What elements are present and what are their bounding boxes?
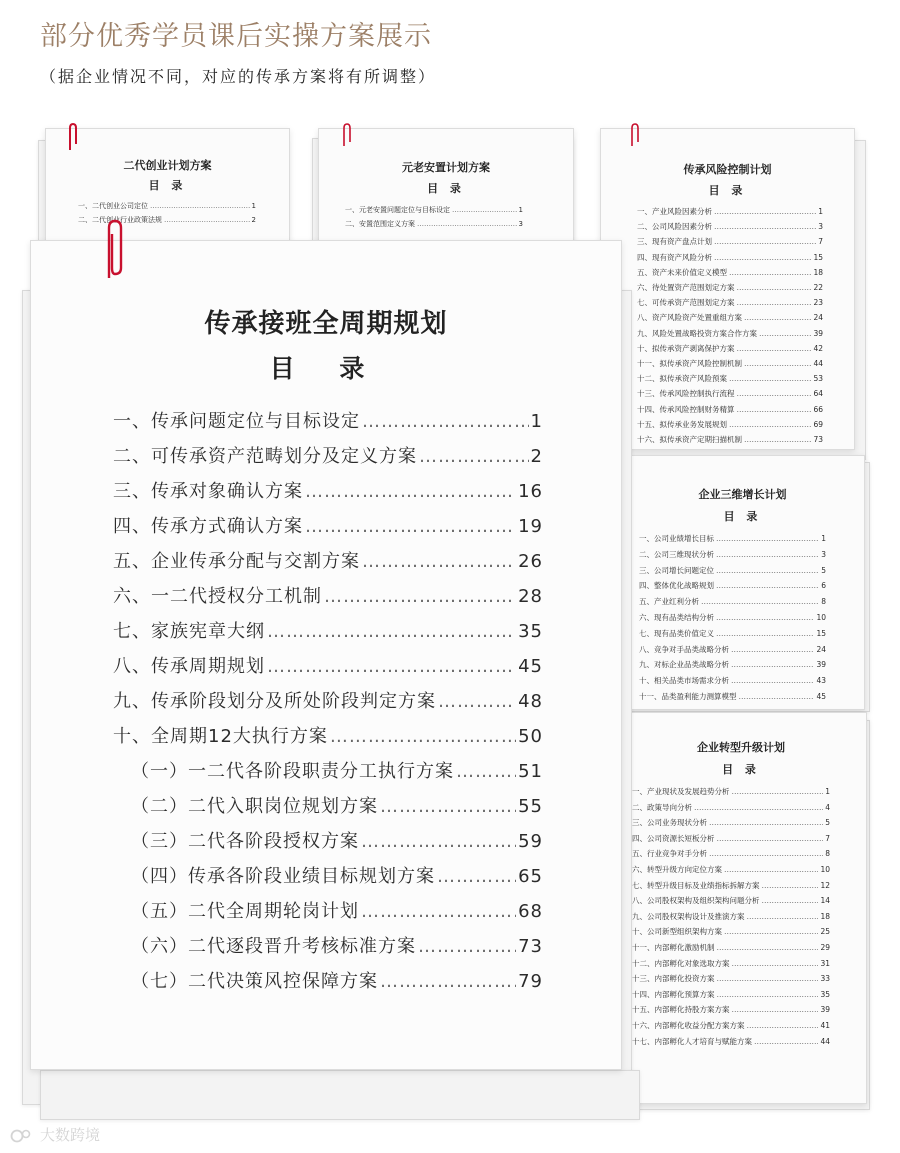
toc-entry-label: 五、企业传承分配与交割方案 <box>113 551 360 572</box>
toc-leader-dots <box>324 586 516 607</box>
toc-entry-label: 四、现有资产风险分析 <box>637 252 712 262</box>
toc-leader-dots <box>744 435 811 444</box>
doc-growth <box>620 455 865 710</box>
toc-entry <box>632 942 830 953</box>
toc-entry-page: 1 <box>825 787 830 796</box>
toc-leader-dots <box>267 656 516 677</box>
toc-entry <box>637 236 823 247</box>
toc-entry-label: 七、家族宪章大纲 <box>113 621 265 642</box>
toc-leader-dots <box>747 912 819 921</box>
toc-entry-page: 41 <box>820 1021 830 1030</box>
toc-leader-dots <box>747 1021 819 1030</box>
toc-leader-dots <box>714 222 816 231</box>
toc-leader-dots <box>717 990 819 999</box>
toc-entry-label: 十四、传承风险控制财务精算 <box>637 404 735 414</box>
toc-leader-dots <box>714 237 816 246</box>
toc-entry-label: 六、一二代授权分工机制 <box>113 586 322 607</box>
toc-entry-label: 十三、传承风险控制执行流程 <box>637 389 735 399</box>
toc-entry-label: 十、全周期12大执行方案 <box>113 726 328 747</box>
toc-entry <box>113 407 543 433</box>
toc-entry-label: 十、相关品类市场需求分析 <box>639 676 729 686</box>
toc-entry: 二、二代创业行业政策法规 ………………………………………………………………………………………………………………………………………………………… 2 <box>78 215 256 225</box>
toc-entry-page: 8 <box>821 597 826 607</box>
toc-leader-dots <box>305 481 516 502</box>
toc-entry-label: 三、公司增长问题定位 <box>639 565 714 575</box>
toc-entry <box>131 897 543 923</box>
toc-entry-page: 73 <box>813 435 823 444</box>
doc-top-middle <box>318 128 574 250</box>
toc-leader-dots <box>717 834 824 843</box>
watermark-text: 大数跨境 <box>40 1126 101 1144</box>
toc-entry-page: 1 <box>821 534 826 543</box>
toc-leader-dots <box>744 313 811 322</box>
toc-entry-page: 8 <box>825 849 830 859</box>
toc-entry-page: 10 <box>816 613 826 622</box>
toc-entry-page: 4 <box>825 802 830 812</box>
toc-leader-dots <box>732 787 824 796</box>
toc-entry-label: 九、风险处置战略投资方案合作方案 <box>637 328 757 338</box>
toc-leader-dots <box>714 207 816 216</box>
toc-entry <box>632 864 830 875</box>
toc-entry-label: 十三、内部孵化投资方案 <box>632 974 715 984</box>
toc-entry-page: 31 <box>820 958 830 968</box>
toc-entry <box>113 652 543 678</box>
toc-leader-dots <box>701 597 819 606</box>
toc-entry: 二、安置范围定义方案 ………………………………………………………………………………………………………………………………………………………… 3 <box>345 219 523 229</box>
toc-entry-page: 39 <box>816 660 826 670</box>
toc-entry-page: 5 <box>825 818 830 828</box>
toc-entry-page: 25 <box>820 927 830 937</box>
toc-entry-label: 三、传承对象确认方案 <box>113 481 303 502</box>
toc-leader-dots <box>731 676 814 685</box>
toc-leader-dots <box>361 831 516 852</box>
toc-leader-dots <box>709 818 823 827</box>
toc-entry <box>639 549 826 560</box>
toc-entry <box>632 817 830 828</box>
toc-entry-page: 35 <box>518 621 543 642</box>
toc-entry <box>632 848 830 859</box>
paperclip-icon <box>629 122 641 148</box>
toc-leader-dots <box>330 726 516 747</box>
toc-leader-dots <box>361 901 516 922</box>
paperclip-icon <box>104 218 126 282</box>
toc-leader-dots <box>759 329 811 338</box>
toc-entry-page: 33 <box>820 974 830 984</box>
toc-entry-page: 59 <box>518 831 543 852</box>
toc-entry-page: 64 <box>813 389 823 399</box>
toc-entry <box>639 675 826 686</box>
toc-leader-dots <box>737 283 812 292</box>
toc-entry-page: 1 <box>818 207 823 216</box>
toc-leader-dots <box>716 550 819 559</box>
toc-entry: 一、二代创业公司定位 ………………………………………………………………………………………………………………………………………………………… 1 <box>78 201 256 211</box>
toc-entry-page: 55 <box>518 796 543 817</box>
toc-entry <box>639 596 826 607</box>
toc-leader-dots <box>744 359 811 368</box>
toc-entry <box>632 1004 830 1015</box>
toc-leader-dots <box>716 534 819 543</box>
toc-leader-dots <box>731 660 814 669</box>
toc-entry <box>632 802 830 813</box>
toc-leader-dots <box>438 691 516 712</box>
toc-leader-dots <box>380 971 516 992</box>
paperclip-icon <box>67 122 79 152</box>
toc-entry-label: 九、对标企业品类战略分析 <box>639 660 729 670</box>
toc-entry <box>131 862 543 888</box>
toc-entry-label: 八、公司股权架构及组织架构问题分析 <box>632 896 760 906</box>
toc-heading: 目 录 <box>427 182 465 195</box>
toc-entry <box>637 221 823 232</box>
toc-entry-page: 2 <box>530 446 543 467</box>
toc-entry <box>113 547 543 573</box>
toc-entry-label: 三、公司业务现状分析 <box>632 818 707 828</box>
toc-entry-page: 65 <box>518 866 543 887</box>
toc-leader-dots <box>714 253 811 262</box>
toc-entry-page: 48 <box>518 691 543 712</box>
toc-entry-label: （五）二代全周期轮岗计划 <box>131 901 359 922</box>
toc-entry-page: 3 <box>818 222 823 232</box>
toc-entry-label: 一、传承问题定位与目标设定 <box>113 411 360 432</box>
toc-entry-page: 12 <box>820 880 830 890</box>
toc-entry <box>639 628 826 639</box>
toc-entry-label: 五、产业红利分析 <box>639 597 699 607</box>
toc-entry-label: （二）二代入职岗位规划方案 <box>131 796 378 817</box>
toc-entry-label: 三、现有资产盘点计划 <box>637 237 712 247</box>
toc-entry-label: 五、行业竞争对手分析 <box>632 849 707 859</box>
toc-entry-label: 十一、拟传承资产风险控制机制 <box>637 359 742 368</box>
toc-entry-label: 六、转型升级方向定位方案 <box>632 865 722 874</box>
toc-leader-dots <box>418 936 516 957</box>
toc-entry <box>632 926 830 937</box>
toc-leader-dots <box>709 849 823 858</box>
toc-entry <box>637 282 823 293</box>
toc-entry <box>637 358 823 369</box>
toc-entry <box>639 691 826 702</box>
toc-entry-page: 44 <box>820 1036 830 1046</box>
toc-entry-label: 十五、拟传承业务发展规划 <box>637 419 727 429</box>
toc-leader-dots <box>737 405 812 414</box>
toc-entry <box>113 687 543 713</box>
toc-leader-dots <box>716 613 814 622</box>
toc-entry-page: 15 <box>813 252 823 262</box>
toc-leader-dots <box>754 1037 818 1046</box>
toc-entry-page: 79 <box>518 971 543 992</box>
toc-entry-page: 6 <box>821 581 826 591</box>
toc-entry-label: 七、转型升级目标及业绩指标拆解方案 <box>632 880 760 890</box>
toc-leader-dots <box>729 268 811 277</box>
toc-entry-page: 68 <box>518 901 543 922</box>
toc-leader-dots <box>716 581 819 590</box>
page-subtitle: （据企业情况不同，对应的传承方案将有所调整） <box>40 67 437 86</box>
toc-entry <box>632 911 830 922</box>
toc-entry-label: 八、资产风险资产处置重组方案 <box>637 313 742 323</box>
toc-leader-dots <box>716 566 819 575</box>
toc-entry <box>113 617 543 643</box>
toc-heading: 目 录 <box>723 510 762 523</box>
toc-entry <box>632 833 830 844</box>
doc-title: 元老安置计划方案 <box>402 161 490 174</box>
toc-leader-dots <box>380 796 516 817</box>
doc-title: 传承风险控制计划 <box>683 163 772 176</box>
toc-leader-dots <box>716 629 814 638</box>
toc-entry-label: 七、现有品类价值定义 <box>639 628 714 638</box>
toc-entry-page: 22 <box>813 283 823 292</box>
toc-leader-dots <box>762 896 819 905</box>
toc-entry-label: 十、拟传承资产剥离保护方案 <box>637 343 735 353</box>
toc-leader-dots <box>305 516 516 537</box>
toc-leader-dots <box>729 420 811 429</box>
toc-entry-label: 四、公司资源长短板分析 <box>632 833 715 843</box>
toc-heading: 目 录 <box>148 179 187 192</box>
toc-entry-page: 23 <box>813 298 823 308</box>
toc-entry <box>131 932 543 958</box>
toc-entry-page: 3 <box>821 549 826 559</box>
toc-leader-dots <box>732 1005 819 1014</box>
toc-heading: 目 录 <box>708 184 747 197</box>
toc-leader-dots <box>694 803 823 812</box>
toc-entry-label: 十五、内部孵化持股方案方案 <box>632 1005 730 1015</box>
toc-leader-dots <box>731 645 814 654</box>
toc-entry <box>639 580 826 591</box>
toc-entry-label: 二、公司三维现状分析 <box>639 549 714 559</box>
toc-entry <box>639 644 826 655</box>
toc-entry <box>131 792 543 818</box>
toc-entry <box>639 612 826 623</box>
toc-entry <box>637 252 823 263</box>
toc-entry <box>637 206 823 217</box>
toc-entry-label: 十四、内部孵化预算方案 <box>632 989 715 999</box>
watermark-logo-icon <box>10 1127 36 1145</box>
toc-entry-page: 66 <box>813 404 823 414</box>
toc-entry <box>632 786 830 797</box>
toc-entry-page: 39 <box>813 328 823 338</box>
toc-leader-dots <box>737 298 812 307</box>
toc-leader-dots <box>739 692 815 701</box>
toc-entry-page: 16 <box>518 481 543 502</box>
toc-entry-page: 45 <box>518 656 543 677</box>
toc-entry <box>637 267 823 278</box>
toc-entry-label: 四、传承方式确认方案 <box>113 516 303 537</box>
doc-main <box>30 240 622 1070</box>
toc-entry <box>131 967 543 993</box>
toc-leader-dots <box>717 943 819 952</box>
doc-title: 传承接班全周期规划 <box>204 309 448 339</box>
toc-entry <box>639 565 826 576</box>
toc-leader-dots <box>456 761 516 782</box>
toc-entry-label: 八、竞争对手品类战略分析 <box>639 644 729 654</box>
toc-entry-page: 50 <box>518 726 543 747</box>
toc-entry-label: 十六、内部孵化收益分配方案方案 <box>632 1021 745 1030</box>
toc-entry-label: 十七、内部孵化人才培育与赋能方案 <box>632 1036 752 1046</box>
toc-entry-page: 26 <box>518 551 543 572</box>
toc-entry <box>637 312 823 323</box>
toc-entry-page: 53 <box>813 374 823 384</box>
toc-entry <box>113 442 543 468</box>
toc-entry-page: 39 <box>820 1005 830 1015</box>
doc-title: 企业三维增长计划 <box>698 488 787 501</box>
toc-entry <box>637 328 823 339</box>
toc-entry-label: 十、公司新型组织架构方案 <box>632 927 722 937</box>
toc-leader-dots <box>737 389 812 398</box>
toc-entry-label: 一、产业现状及发展趋势分析 <box>632 787 730 796</box>
toc-entry-page: 19 <box>518 516 543 537</box>
toc-entry-label: 九、公司股权架构设计及推演方案 <box>632 911 745 921</box>
toc-entry <box>113 477 543 503</box>
toc-leader-dots <box>732 959 819 968</box>
toc-entry-page: 18 <box>820 911 830 921</box>
toc-entry <box>113 512 543 538</box>
toc-leader-dots <box>762 881 819 890</box>
toc-leader-dots <box>729 374 811 383</box>
toc-leader-dots <box>362 411 529 432</box>
toc-entry <box>113 582 543 608</box>
toc-entry-page: 43 <box>816 676 826 686</box>
toc-leader-dots <box>737 344 812 353</box>
toc-leader-dots <box>724 927 818 936</box>
toc-entry <box>632 989 830 1000</box>
toc-entry-page: 10 <box>820 865 830 874</box>
toc-entry-page: 73 <box>518 936 543 957</box>
page-title: 部分优秀学员课后实操方案展示 <box>40 21 432 52</box>
toc-heading: 目 录 <box>269 354 383 383</box>
toc-leader-dots <box>437 866 516 887</box>
toc-leader-dots <box>267 621 516 642</box>
toc-entry-page: 7 <box>825 833 830 843</box>
toc-entry-page: 18 <box>813 267 823 277</box>
paperclip-icon <box>341 122 353 148</box>
toc-entry-label: 六、待处置资产范围划定方案 <box>637 283 735 292</box>
toc-leader-dots <box>362 551 516 572</box>
toc-heading: 目 录 <box>722 763 760 776</box>
main-doc-stack-sheet <box>40 1070 640 1120</box>
toc-entry-label: （六）二代逐段晋升考核标准方案 <box>131 936 416 957</box>
toc-entry-label: 八、传承周期规划 <box>113 656 265 677</box>
toc-entry-page: 28 <box>518 586 543 607</box>
toc-entry-label: 十一、品类盈利能力测算模型 <box>639 692 737 701</box>
toc-entry <box>637 404 823 415</box>
toc-leader-dots <box>717 974 819 983</box>
toc-entry-label: 十二、内部孵化对象选取方案 <box>632 958 730 968</box>
toc-entry <box>639 659 826 670</box>
doc-transform <box>615 712 867 1104</box>
toc-entry-page: 24 <box>813 313 823 323</box>
toc-entry <box>637 419 823 430</box>
toc-entry <box>632 880 830 891</box>
toc-entry <box>632 973 830 984</box>
toc-entry-label: 十二、拟传承资产风险预案 <box>637 374 727 384</box>
toc-entry-label: 九、传承阶段划分及所处阶段判定方案 <box>113 691 436 712</box>
toc-entry <box>632 958 830 969</box>
toc-entry-page: 14 <box>820 896 830 906</box>
doc-top-left <box>45 128 290 248</box>
toc-entry <box>637 297 823 308</box>
toc-entry-label: 四、整体优化战略规划 <box>639 581 714 591</box>
toc-entry-label: 二、公司风险因素分析 <box>637 222 712 232</box>
toc-entry-label: 六、现有品类结构分析 <box>639 613 714 622</box>
toc-entry-label: 十六、拟传承资产定期扫描机制 <box>637 435 742 444</box>
toc-entry <box>632 1036 830 1047</box>
toc-entry <box>637 373 823 384</box>
toc-leader-dots <box>724 865 818 874</box>
toc-entry-label: 七、可传承资产范围划定方案 <box>637 298 735 308</box>
toc-entry-label: （四）传承各阶段业绩目标规划方案 <box>131 866 435 887</box>
toc-entry-label: （三）二代各阶段授权方案 <box>131 831 359 852</box>
toc-entry-label: 十一、内部孵化激励机制 <box>632 943 715 952</box>
doc-title: 企业转型升级计划 <box>697 741 785 754</box>
toc-entry-page: 5 <box>821 565 826 575</box>
toc-entry-label: 五、资产未来价值定义模型 <box>637 267 727 277</box>
toc-entry-label: （七）二代决策风控保障方案 <box>131 971 378 992</box>
toc-entry-page: 44 <box>813 359 823 368</box>
toc-entry-page: 45 <box>816 692 826 701</box>
toc-entry-label: 一、公司业绩增长目标 <box>639 534 714 543</box>
toc-entry-label: （一）一二代各阶段职责分工执行方案 <box>131 761 454 782</box>
toc-entry-page: 69 <box>813 419 823 429</box>
toc-entry-page: 29 <box>820 943 830 952</box>
toc-entry <box>131 757 543 783</box>
toc-entry <box>131 827 543 853</box>
toc-entry-page: 15 <box>816 628 826 638</box>
toc-entry-page: 42 <box>813 343 823 353</box>
toc-entry <box>632 895 830 906</box>
toc-entry-page: 35 <box>820 989 830 999</box>
toc-entry-page: 1 <box>530 411 543 432</box>
toc-entry <box>639 533 826 544</box>
toc-entry-label: 二、可传承资产范畴划分及定义方案 <box>113 446 417 467</box>
toc-entry <box>637 434 823 445</box>
toc-entry <box>632 1020 830 1031</box>
toc-entry: 一、元老安置问题定位与目标设定 ………………………………………………………………………………………………………………………………………………………… 1 <box>345 205 523 215</box>
toc-leader-dots <box>419 446 529 467</box>
toc-entry-page: 7 <box>818 237 823 247</box>
toc-entry-page: 51 <box>518 761 543 782</box>
toc-entry <box>113 722 543 748</box>
toc-entry <box>637 343 823 354</box>
toc-entry-label: 一、产业风险因素分析 <box>637 207 712 216</box>
toc-entry-page: 24 <box>816 644 826 654</box>
toc-entry-label: 二、政策导向分析 <box>632 802 692 812</box>
doc-title: 二代创业计划方案 <box>123 159 212 172</box>
doc-risk <box>600 128 855 450</box>
toc-entry <box>637 388 823 399</box>
